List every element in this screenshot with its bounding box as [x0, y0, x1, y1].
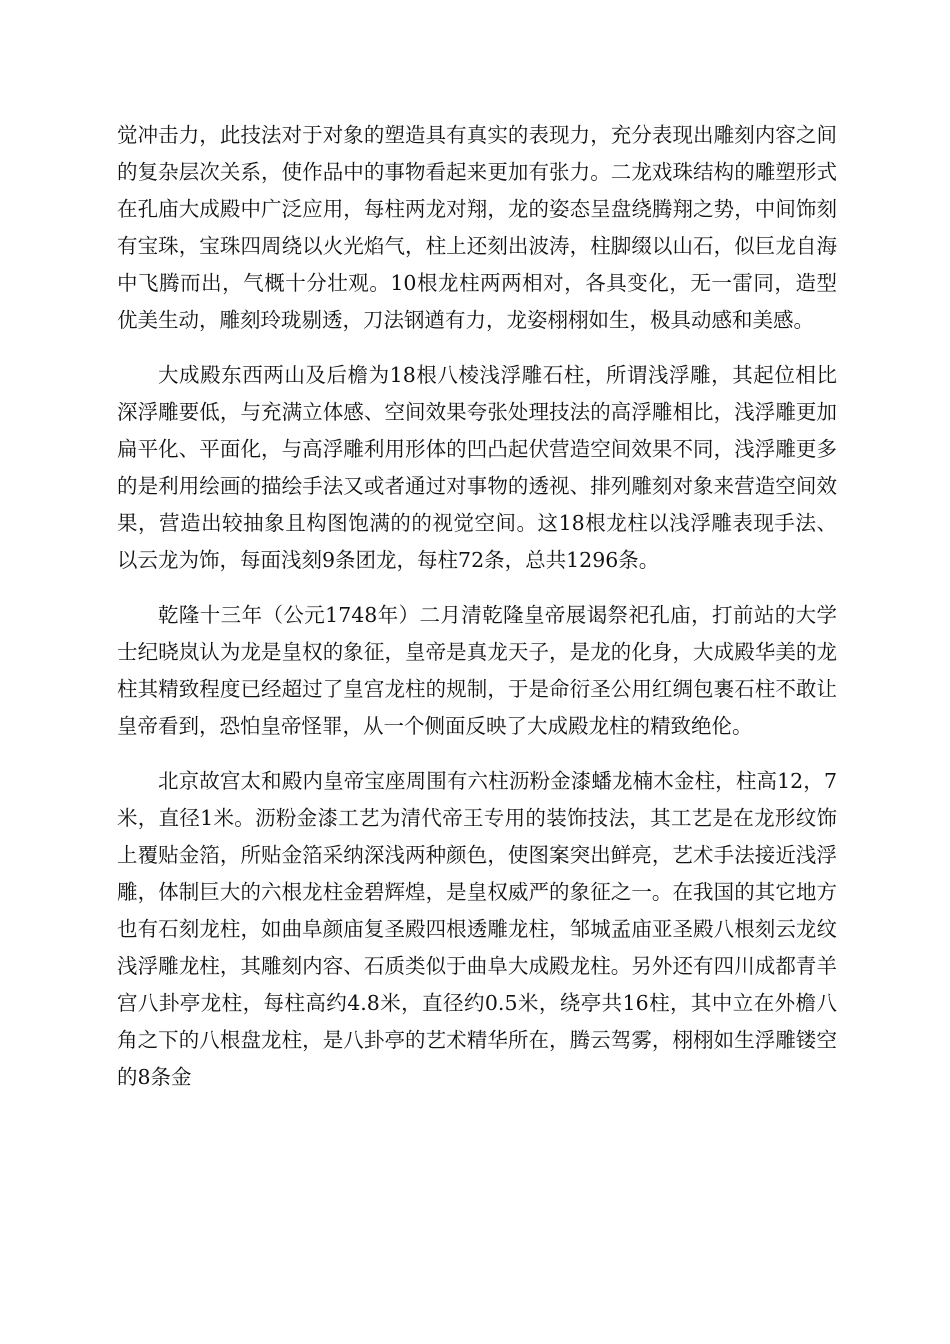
paragraph-2: 大成殿东西两山及后檐为18根八棱浅浮雕石柱，所谓浅浮雕，其起位相比深浮雕要低，与充满立体感、空间效果夸张处理技法的高浮雕相比，浅浮雕更加扁平化、平面化，与高浮雕利用形体的凹凸起伏营造空间效果不同，浅浮雕更多的是利用绘画的描绘手法又或者通过对事物的透视、排列雕刻对象来营造空间效果，营造出较抽象且构图饱满的的视觉空间。这18根龙柱以浅浮雕表现手法、以云龙为饰，每面浅刻9条团龙，每柱72条，总共1296条。	[117, 363, 837, 572]
paragraph-1: 觉冲击力，此技法对于对象的塑造具有真实的表现力，充分表现出雕刻内容之间的复杂层次关系，使作品中的事物看起来更加有张力。二龙戏珠结构的雕塑形式在孔庙大成殿中广泛应用，每柱两龙对翔，龙的姿态呈盘绕腾翔之势，中间饰刻有宝珠，宝珠四周绕以火光焰气，柱上还刻出波涛，柱脚缀以山石，似巨龙自海中飞腾而出，气概十分壮观。10根龙柱两两相对，各具变化，无一雷同，造型优美生动，雕刻玲珑剔透，刀法钢遒有力，龙姿栩栩如生，极具动感和美感。	[117, 123, 837, 332]
paragraph-4: 北京故宫太和殿内皇帝宝座周围有六柱沥粉金漆蟠龙楠木金柱，柱高12，7米，直径1米。沥粉金漆工艺为清代帝王专用的装饰技法，其工艺是在龙形纹饰上覆贴金箔，所贴金箔采纳深浅两种颜色，使图案突出鲜亮，艺术手法接近浅浮雕，体制巨大的六根龙柱金碧辉煌，是皇权威严的象征之一。在我国的其它地方也有石刻龙柱，如曲阜颜庙复圣殿四根透雕龙柱，邹城孟庙亚圣殿八根刻云龙纹浅浮雕龙柱，其雕刻内容、石质类似于曲阜大成殿龙柱。另外还有四川成都青羊宫八卦亭龙柱，每柱高约4.8米，直径约0.5米，绕亭共16柱，其中立在外檐八角之下的八根盘龙柱，是八卦亭的艺术精华所在，腾云驾雾，栩栩如生浮雕镂空的8条金	[117, 769, 837, 1089]
body-text	[117, 117, 837, 1114]
paragraph-3: 乾隆十三年（公元1748年）二月清乾隆皇帝展谒祭祀孔庙，打前站的大学士纪晓岚认为龙是皇权的象征，皇帝是真龙天子，是龙的化身，大成殿华美的龙柱其精致程度已经超过了皇宫龙柱的规制，于是命衍圣公用红绸包裹石柱不敢让皇帝看到，恐怕皇帝怪罪，从一个侧面反映了大成殿龙柱的精致绝伦。	[117, 603, 837, 738]
